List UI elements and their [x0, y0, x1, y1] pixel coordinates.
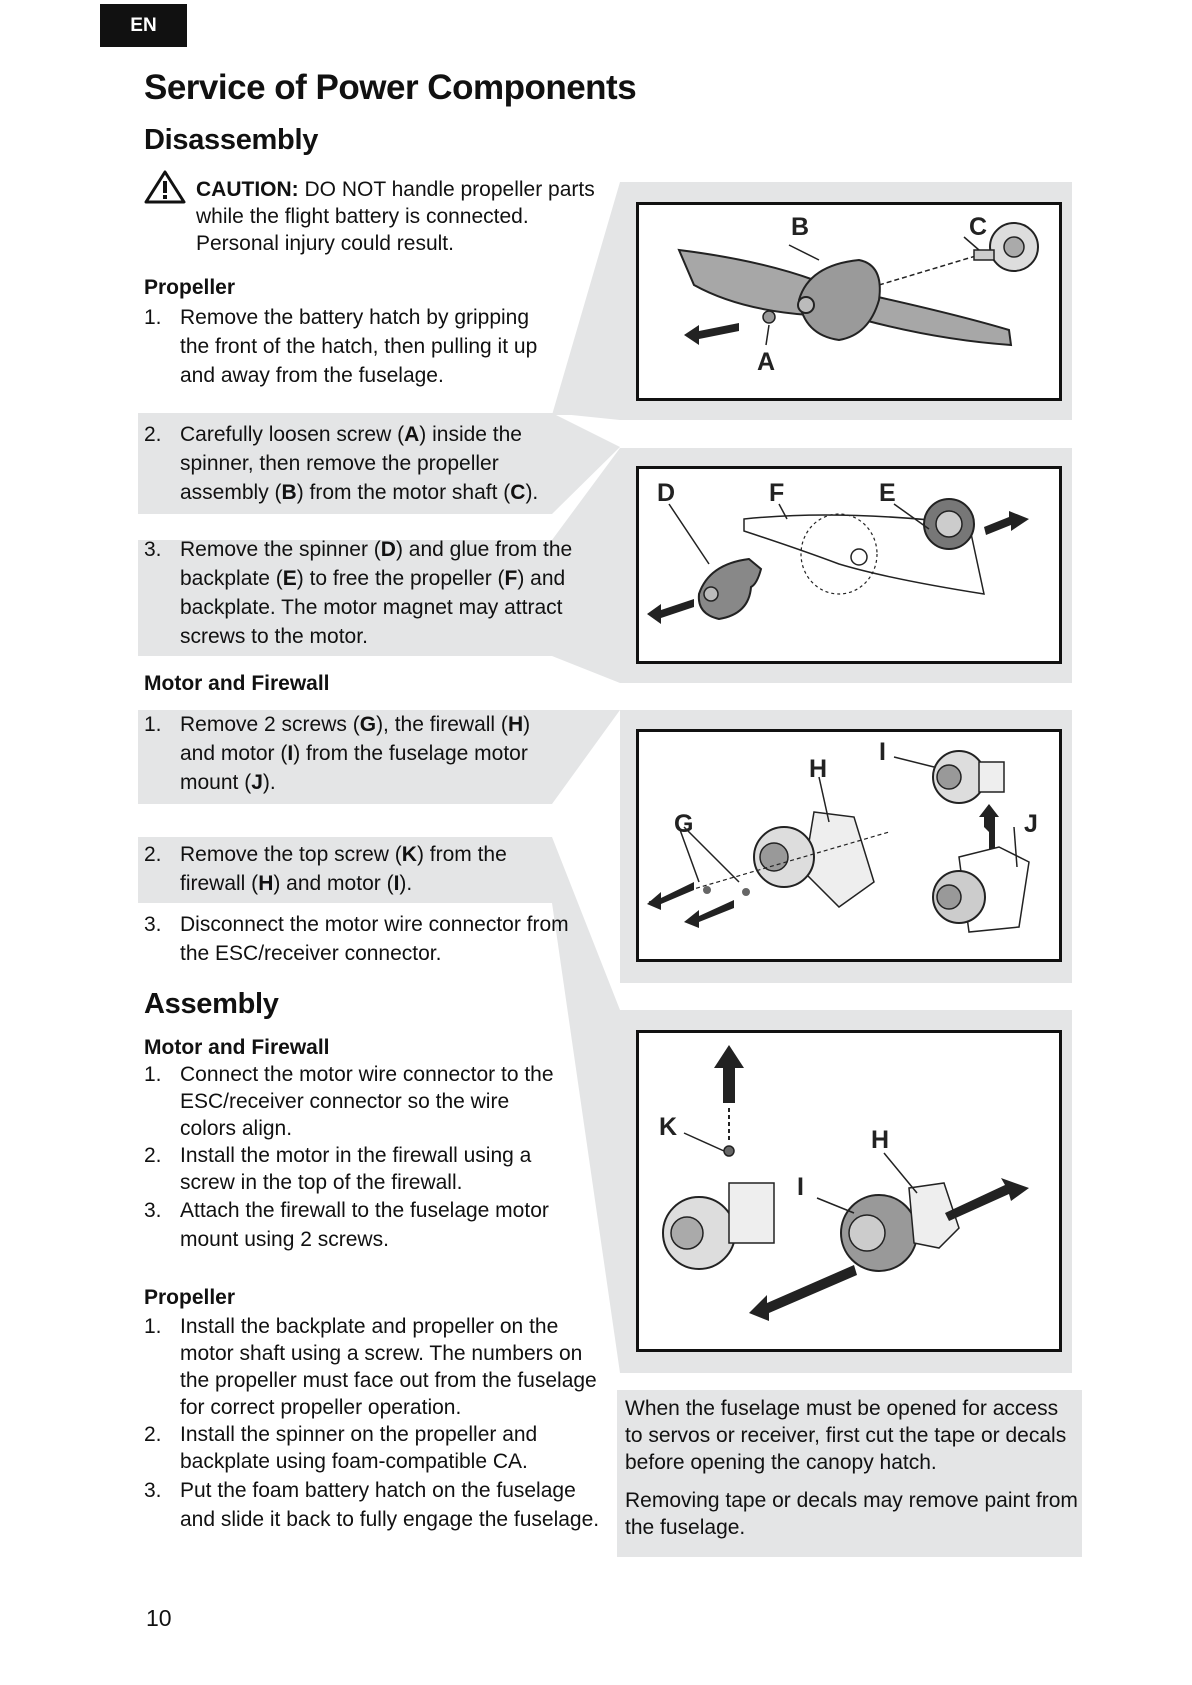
disassembly-propeller-step-3: 3. Remove the spinner (D) and glue from the backplate (E) to free the propeller (F) and backplate. The motor magnet may attract screws to the motor.	[144, 538, 573, 648]
assembly-propeller-step-2: 2. Install the spinner on the propeller and backplate using foam-compatible CA.	[144, 1423, 538, 1473]
label-h: H	[809, 755, 828, 783]
assembly-motor-step-3: 3. Attach the firewall to the fuselage motor mount using 2 screws.	[144, 1199, 549, 1251]
motor-firewall-heading: Motor and Firewall	[144, 672, 330, 695]
label-e: E	[879, 479, 896, 507]
label-j: J	[1024, 810, 1038, 838]
assembly-propeller-step-3: 3. Put the foam battery hatch on the fuselage and slide it back to fully engage the fuselage.	[144, 1479, 600, 1531]
disassembly-motor-step-3: 3. Disconnect the motor wire connector from the ESC/receiver connector.	[144, 913, 569, 965]
page-title: Service of Power Components	[144, 68, 637, 107]
disassembly-propeller-step-1: 1. Remove the battery hatch by gripping the front of the hatch, then pulling it up and away from the fuselage.	[144, 306, 538, 387]
label-d: D	[657, 479, 676, 507]
label-b: B	[791, 213, 810, 241]
propeller-blade-right	[864, 295, 1011, 345]
tape-note	[625, 1395, 1080, 1552]
assembly-propeller-heading: Propeller	[144, 1286, 236, 1309]
assembly-heading: Assembly	[144, 988, 279, 1020]
label-i: I	[879, 738, 886, 766]
disassembly-motor-step-1: 1. Remove 2 screws (G), the firewall (H) and motor (I) from the fuselage motor mount (J).	[144, 713, 531, 794]
disassembly-motor-step-2: 2. Remove the top screw (K) from the firewall (H) and motor (I).	[144, 843, 507, 895]
figure-motor-firewall-removal	[636, 729, 1062, 962]
page-number: 10	[146, 1605, 172, 1631]
label-k: K	[659, 1113, 678, 1141]
label-c: C	[969, 213, 988, 241]
assembly-motor-step-2: 2. Install the motor in the firewall using a screw in the top of the firewall.	[144, 1144, 532, 1194]
note-paragraph-1: When the fuselage must be opened for access to servos or receiver, first cut the tape or decals before opening the canopy hatch.	[625, 1397, 1067, 1474]
caution-note	[196, 176, 596, 257]
note-paragraph-2: Removing tape or decals may remove paint from the fuselage.	[625, 1489, 1078, 1539]
figure-top-screw-removal	[636, 1030, 1062, 1352]
propeller-heading: Propeller	[144, 276, 236, 299]
caution-label: CAUTION:	[196, 178, 299, 201]
assembly-propeller-step-1: 1. Install the backplate and propeller on the motor shaft using a screw. The numbers on the propeller must face out from the fuselage for correct propeller operation.	[144, 1315, 597, 1419]
assembly-motor-heading: Motor and Firewall	[144, 1036, 330, 1059]
label-f: F	[769, 479, 785, 507]
warning-icon	[144, 170, 186, 204]
figure-spinner-removal	[636, 466, 1062, 664]
figure-propeller-removal	[636, 202, 1062, 401]
language-tab: EN	[100, 4, 187, 47]
disassembly-propeller-step-2: 2. Carefully loosen screw (A) inside the spinner, then remove the propeller assembly (B) from the motor shaft (C).	[144, 423, 539, 504]
label-i: I	[797, 1173, 804, 1201]
assembly-motor-step-1: 1. Connect the motor wire connector to the ESC/receiver connector so the wire colors align.	[144, 1063, 554, 1140]
label-g: G	[674, 810, 694, 838]
disassembly-heading: Disassembly	[144, 124, 319, 156]
propeller-blade-left	[679, 250, 814, 315]
label-a: A	[757, 348, 776, 376]
label-h: H	[871, 1126, 890, 1154]
caution-text: DO NOT handle propeller parts while the flight battery is connected. Personal injury could result.	[196, 178, 595, 255]
